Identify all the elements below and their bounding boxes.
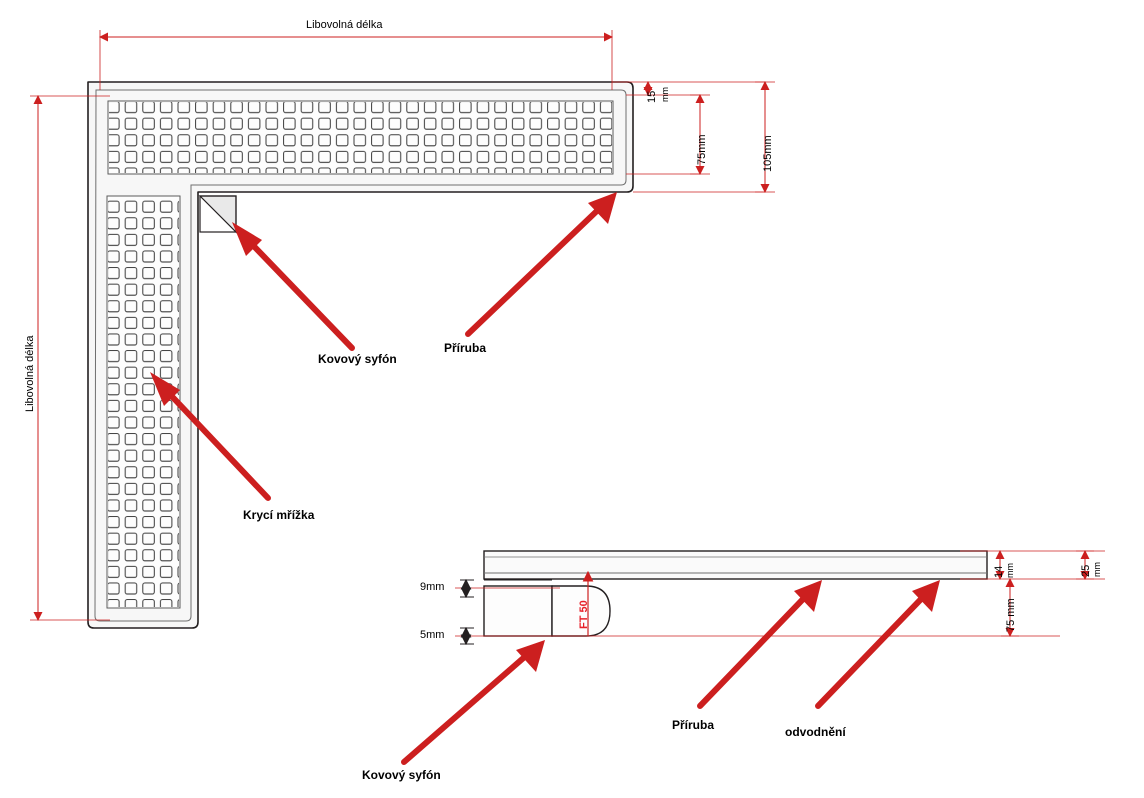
callout-kovovy-syfon-side: Kovový syfón — [362, 768, 441, 782]
dimension-label-length-top: Libovolná délka — [306, 19, 383, 31]
dimension-label-75: 75mm — [696, 134, 708, 165]
callout-kovovy-syfon-top: Kovový syfón — [318, 352, 397, 366]
callout-priruba-side: Příruba — [672, 718, 715, 732]
marking-ft50: FT 50 — [578, 600, 590, 629]
dimension-label-105: 105mm — [762, 135, 774, 172]
dimension-label-15: 15 — [646, 90, 658, 103]
dimension-unit-25: mm — [1092, 562, 1102, 577]
dimension-unit-15: mm — [660, 87, 670, 102]
dimension-label-9mm: 9mm — [420, 581, 445, 593]
callout-odvodneni: odvodnění — [785, 725, 846, 739]
dimension-label-length-left: Libovolná délka — [24, 335, 36, 412]
dimension-label-5mm: 5mm — [420, 629, 445, 641]
dimension-label-14: 14 — [993, 565, 1005, 578]
dimension-unit-14: mm — [1005, 563, 1015, 578]
dimension-label-25: 25 — [1080, 564, 1092, 577]
dimension-label-75mm-side: 75 mm — [1005, 598, 1017, 632]
callout-kryci-mrizka: Krycí mřížka — [243, 508, 315, 522]
callout-priruba-top: Příruba — [444, 341, 487, 355]
